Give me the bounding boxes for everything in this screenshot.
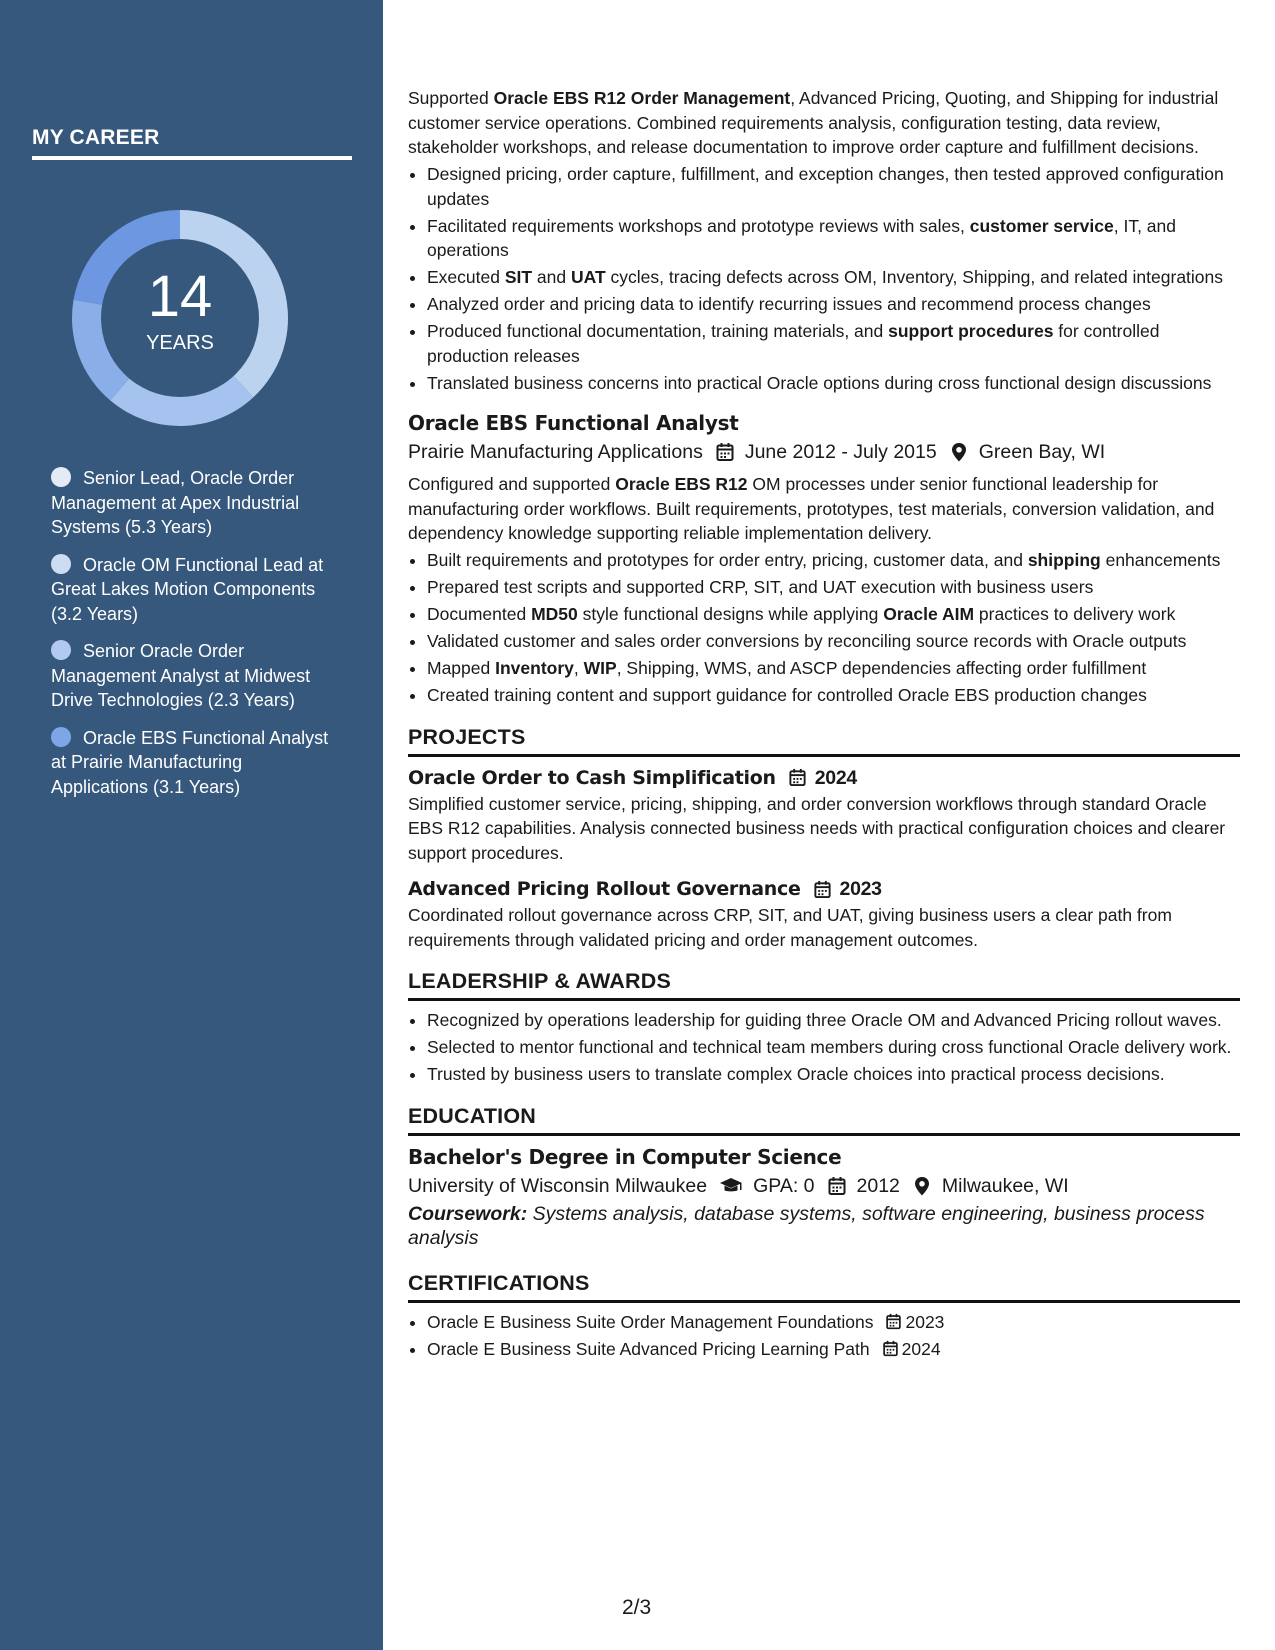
education-meta [408,1172,1240,1200]
graduation-cap-icon [719,1176,743,1196]
main-content [408,86,1240,1363]
career-item: Oracle EBS Functional Analyst at Prairie Manufacturing Applications (3.1 Years) [51,727,329,797]
calendar-icon [813,880,832,899]
career-item: Oracle OM Functional Lead at Great Lakes Motion Components (3.2 Years) [51,554,324,624]
job-dates: June 2012 - July 2015 [744,441,937,463]
bullet-item: • Prepared test scripts and supported CRP, SIT, and UAT execution with business users [427,575,1240,600]
legend-dot-icon [51,554,71,574]
career-item: Senior Oracle Order Management Analyst at Midwest Drive Technologies (2.3 Years) [51,641,311,710]
calendar-icon [715,442,735,462]
bullet-item: • Recognized by operations leadership for guiding three Oracle OM and Advanced Pricing rollout waves. [427,1008,1240,1033]
bullet-item: • Trusted by business users to translate complex Oracle choices into practical process decisions. [427,1062,1240,1087]
project-year: 2024 [814,766,857,789]
job-title: Oracle EBS Functional Analyst [408,411,739,435]
calendar-icon [882,1340,899,1357]
bullet-item: • Designed pricing, order capture, fulfillment, and exception changes, then tested approved configuration updates [427,162,1240,211]
calendar-icon [788,768,807,787]
map-pin-icon [912,1176,932,1196]
bullet-item: • Executed SIT and UAT cycles, tracing defects across OM, Inventory, Shipping, and related integrations [427,265,1240,290]
bullet-item: • Documented MD50 style functional designs while applying Oracle AIM practices to delivery work [427,602,1240,627]
job-summary: Supported Oracle EBS R12 Order Management, Advanced Pricing, Quoting, and Shipping for industrial customer service operations. Combined requirements analysis, configuration testing, data review, stakeholder workshops, and release documentation to improve order capture and fulfillment decisions. [408,88,1219,157]
job-location: Green Bay, WI [978,441,1106,463]
gpa: GPA: 0 [753,1174,815,1197]
bullet-item: • Validated customer and sales order conversions by reconciling source records with Oracle outputs [427,629,1240,654]
job-bullets [427,548,1240,708]
school-name: University of Wisconsin Milwaukee [408,1174,708,1197]
career-donut-chart [66,204,294,432]
school-location: Milwaukee, WI [941,1174,1069,1197]
projects-heading: PROJECTS [408,722,1240,757]
total-years-value: 14 [147,264,213,329]
total-years-label: YEARS [146,332,214,354]
bullet-item: • Translated business concerns into practical Oracle options during cross functional design discussions [427,371,1240,396]
page-number: 2/3 [622,1596,652,1619]
legend-dot-icon [51,640,71,660]
career-heading: MY CAREER [32,126,352,160]
legend-dot-icon [51,727,71,747]
bullet-item: • Mapped Inventory, WIP, Shipping, WMS, and ASCP dependencies affecting order fulfillment [427,656,1240,681]
degree-title: Bachelor's Degree in Computer Science [408,1144,842,1169]
bullet-item: • Created training content and support guidance for controlled Oracle EBS production changes [427,683,1240,708]
certification-item: • Oracle E Business Suite Advanced Pricing Learning Path 2024 [427,1337,1240,1362]
graduation-year: 2012 [856,1174,900,1197]
certifications-heading: CERTIFICATIONS [408,1268,1240,1303]
education-heading: EDUCATION [408,1101,1240,1136]
project-description: Coordinated rollout governance across CRP, SIT, and UAT, giving business users a clear path from requirements through validated pricing and order management outcomes. [408,905,1172,950]
project-description: Simplified customer service, pricing, shipping, and order conversion workflows through standard Oracle EBS R12 capabilities. Analysis connected business needs with practical configuration choices and clearer support procedures. [408,793,1226,863]
legend-dot-icon [51,467,71,487]
calendar-icon [827,1176,847,1196]
project-title: Oracle Order to Cash Simplification 2024 [408,764,1240,792]
leadership-list [427,1008,1240,1087]
bullet-item: • Facilitated requirements workshops and prototype reviews with sales, customer service, IT, and operations [427,214,1240,263]
job-summary: Configured and supported Oracle EBS R12 OM processes under senior functional leadership for manufacturing order workflows. Built requirements, prototypes, test materials, conversion validation, and dependency knowledge supporting reliable implementation delivery. [408,474,1215,543]
project-year: 2023 [839,878,882,900]
bullet-item: • Analyzed order and pricing data to identify recurring issues and recommend process changes [427,292,1240,317]
bullet-item: • Selected to mentor functional and technical team members during cross functional Oracle delivery work. [427,1035,1240,1060]
certifications-list [427,1310,1240,1362]
job-bullets [427,162,1240,395]
job-meta [408,438,1240,466]
bullet-item: • Built requirements and prototypes for order entry, pricing, customer data, and shipping enhancements [427,548,1240,573]
career-list [51,466,341,812]
career-item: Senior Lead, Oracle Order Management at Apex Industrial Systems (5.3 Years) [51,468,300,537]
certification-item: • Oracle E Business Suite Order Management Foundations 2023 [427,1310,1240,1335]
leadership-heading: LEADERSHIP & AWARDS [408,966,1240,1001]
map-pin-icon [949,442,969,462]
coursework: Coursework: Systems analysis, database systems, software engineering, business process analysis [408,1202,1205,1249]
sidebar [0,0,383,1650]
project-title: Advanced Pricing Rollout Governance 2023 [408,875,1240,903]
calendar-icon [885,1313,902,1330]
bullet-item: • Produced functional documentation, training materials, and support procedures for controlled production releases [427,319,1240,368]
company-name: Prairie Manufacturing Applications [408,441,703,463]
